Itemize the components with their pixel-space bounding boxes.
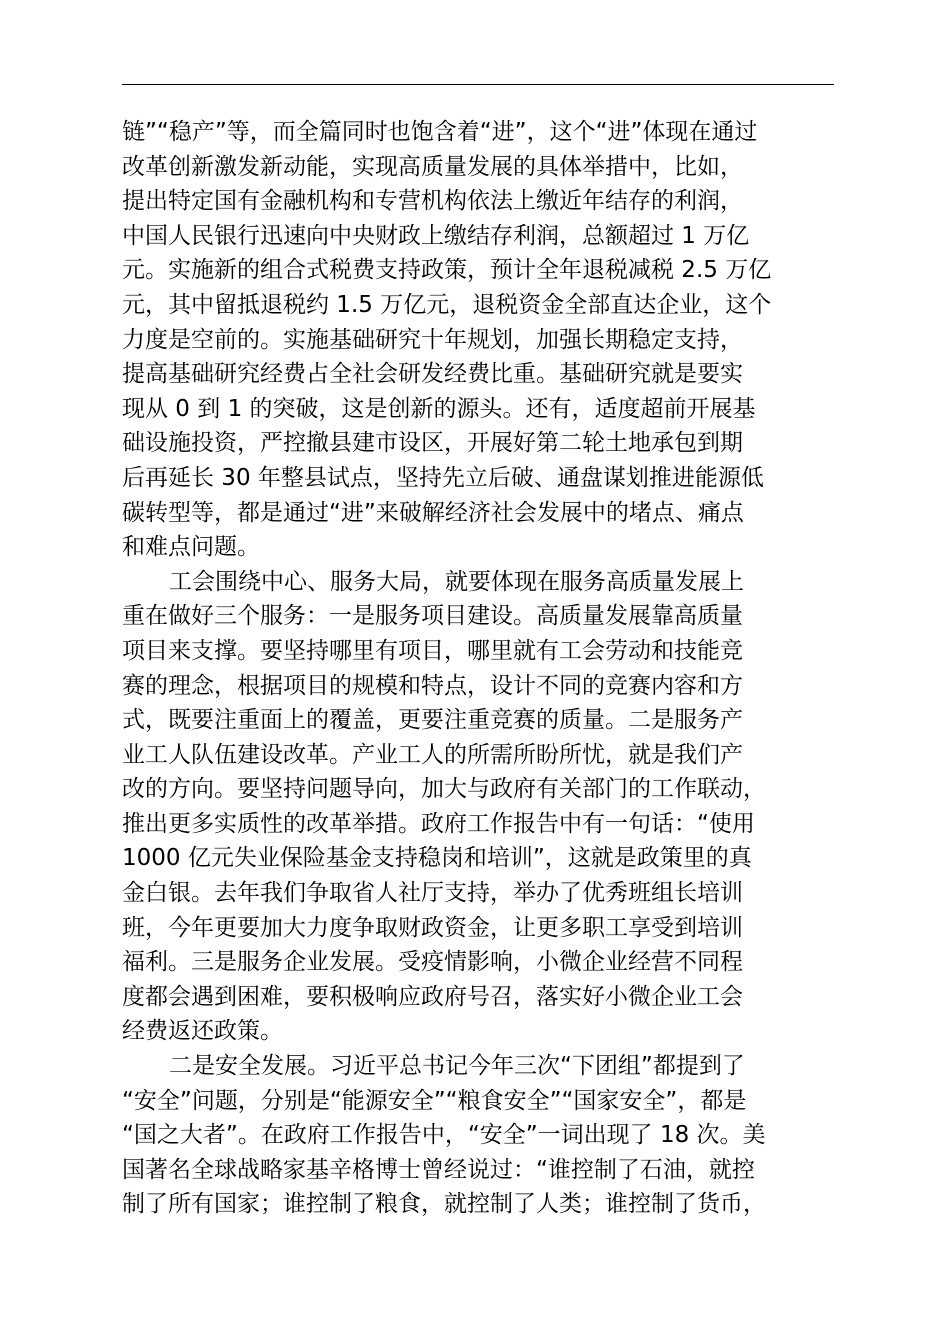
- text-line: 提高基础研究经费占全社会研发经费比重。基础研究就是要实: [122, 361, 743, 388]
- text-line: 链”“稳产”等，而全篇同时也饱含着“进”，这个“进”体现在通过: [122, 119, 758, 145]
- text-line: 工会围绕中心、服务大局，就要体现在服务高质量发展上: [169, 568, 744, 595]
- text-line: 度都会遇到困难，要积极响应政府号召，落实好小微企业工会: [122, 983, 743, 1010]
- text-line: 福利。三是服务企业发展。受疫情影响，小微企业经营不同程: [122, 949, 743, 976]
- text-line: 提出特定国有金融机构和专营机构依法上缴近年结存的利润，: [122, 188, 743, 215]
- body-text: [122, 115, 862, 1222]
- text-line: 业工人队伍建设改革。产业工人的所需所盼所忧，就是我们产: [122, 741, 743, 768]
- text-line: 金白银。去年我们争取省人社厅支持，举办了优秀班组长培训: [122, 880, 743, 907]
- text-line: 力度是空前的。实施基础研究十年规划，加强长期稳定支持，: [122, 326, 743, 353]
- text-line: 1000 亿元失业保险基金支持稳岗和培训”，这就是政策里的真: [122, 845, 752, 872]
- text-line: 项目来支撑。要坚持哪里有项目，哪里就有工会劳动和技能竞: [122, 637, 743, 664]
- text-line: 赛的理念，根据项目的规模和特点，设计不同的竞赛内容和方: [122, 672, 743, 699]
- text-line: “国之大者”。在政府工作报告中，“安全”一词出现了 18 次。美: [122, 1122, 766, 1149]
- text-line: 元。实施新的组合式税费支持政策，预计全年退税减税 2.5 万亿: [122, 257, 772, 284]
- text-line: 式，既要注重面上的覆盖，更要注重竞赛的质量。二是服务产: [122, 707, 743, 734]
- text-line: 中国人民银行迅速向中央财政上缴结存利润，总额超过 1 万亿: [122, 222, 750, 249]
- text-line: 重在做好三个服务：一是服务项目建设。高质量发展靠高质量: [122, 603, 743, 630]
- header-rule: [122, 84, 834, 85]
- text-line: 二是安全发展。习近平总书记今年三次“下团组”都提到了: [169, 1053, 745, 1080]
- text-line: 现从 0 到 1 的突破，这是创新的源头。还有，适度超前开展基: [122, 395, 756, 422]
- text-line: 碳转型等，都是通过“进”来破解经济社会发展中的堵点、痛点: [122, 499, 744, 526]
- text-line: 国著名全球战略家基辛格博士曾经说过：“谁控制了石油，就控: [122, 1156, 755, 1183]
- text-line: 改革创新激发新动能，实现高质量发展的具体举措中，比如，: [122, 153, 743, 180]
- text-line: 经费返还政策。: [122, 1018, 283, 1045]
- text-line: 和难点问题。: [122, 534, 260, 561]
- text-line: 制了所有国家；谁控制了粮食，就控制了人类；谁控制了货币，: [122, 1191, 766, 1218]
- text-line: “安全”问题，分别是“能源安全”“粮食安全”“国家安全”，都是: [122, 1087, 747, 1114]
- text-line: 后再延长 30 年整县试点，坚持先立后破、通盘谋划推进能源低: [122, 464, 764, 491]
- text-line: 改的方向。要坚持问题导向，加大与政府有关部门的工作联动，: [122, 776, 766, 803]
- text-line: 班，今年更要加大力度争取财政资金，让更多职工享受到培训: [122, 914, 743, 941]
- text-line: 推出更多实质性的改革举措。政府工作报告中有一句话：“使用: [122, 810, 755, 837]
- text-line: 元，其中留抵退税约 1.5 万亿元，退税资金全部直达企业，这个: [122, 291, 772, 318]
- text-line: 础设施投资，严控撤县建市设区，开展好第二轮土地承包到期: [122, 430, 743, 457]
